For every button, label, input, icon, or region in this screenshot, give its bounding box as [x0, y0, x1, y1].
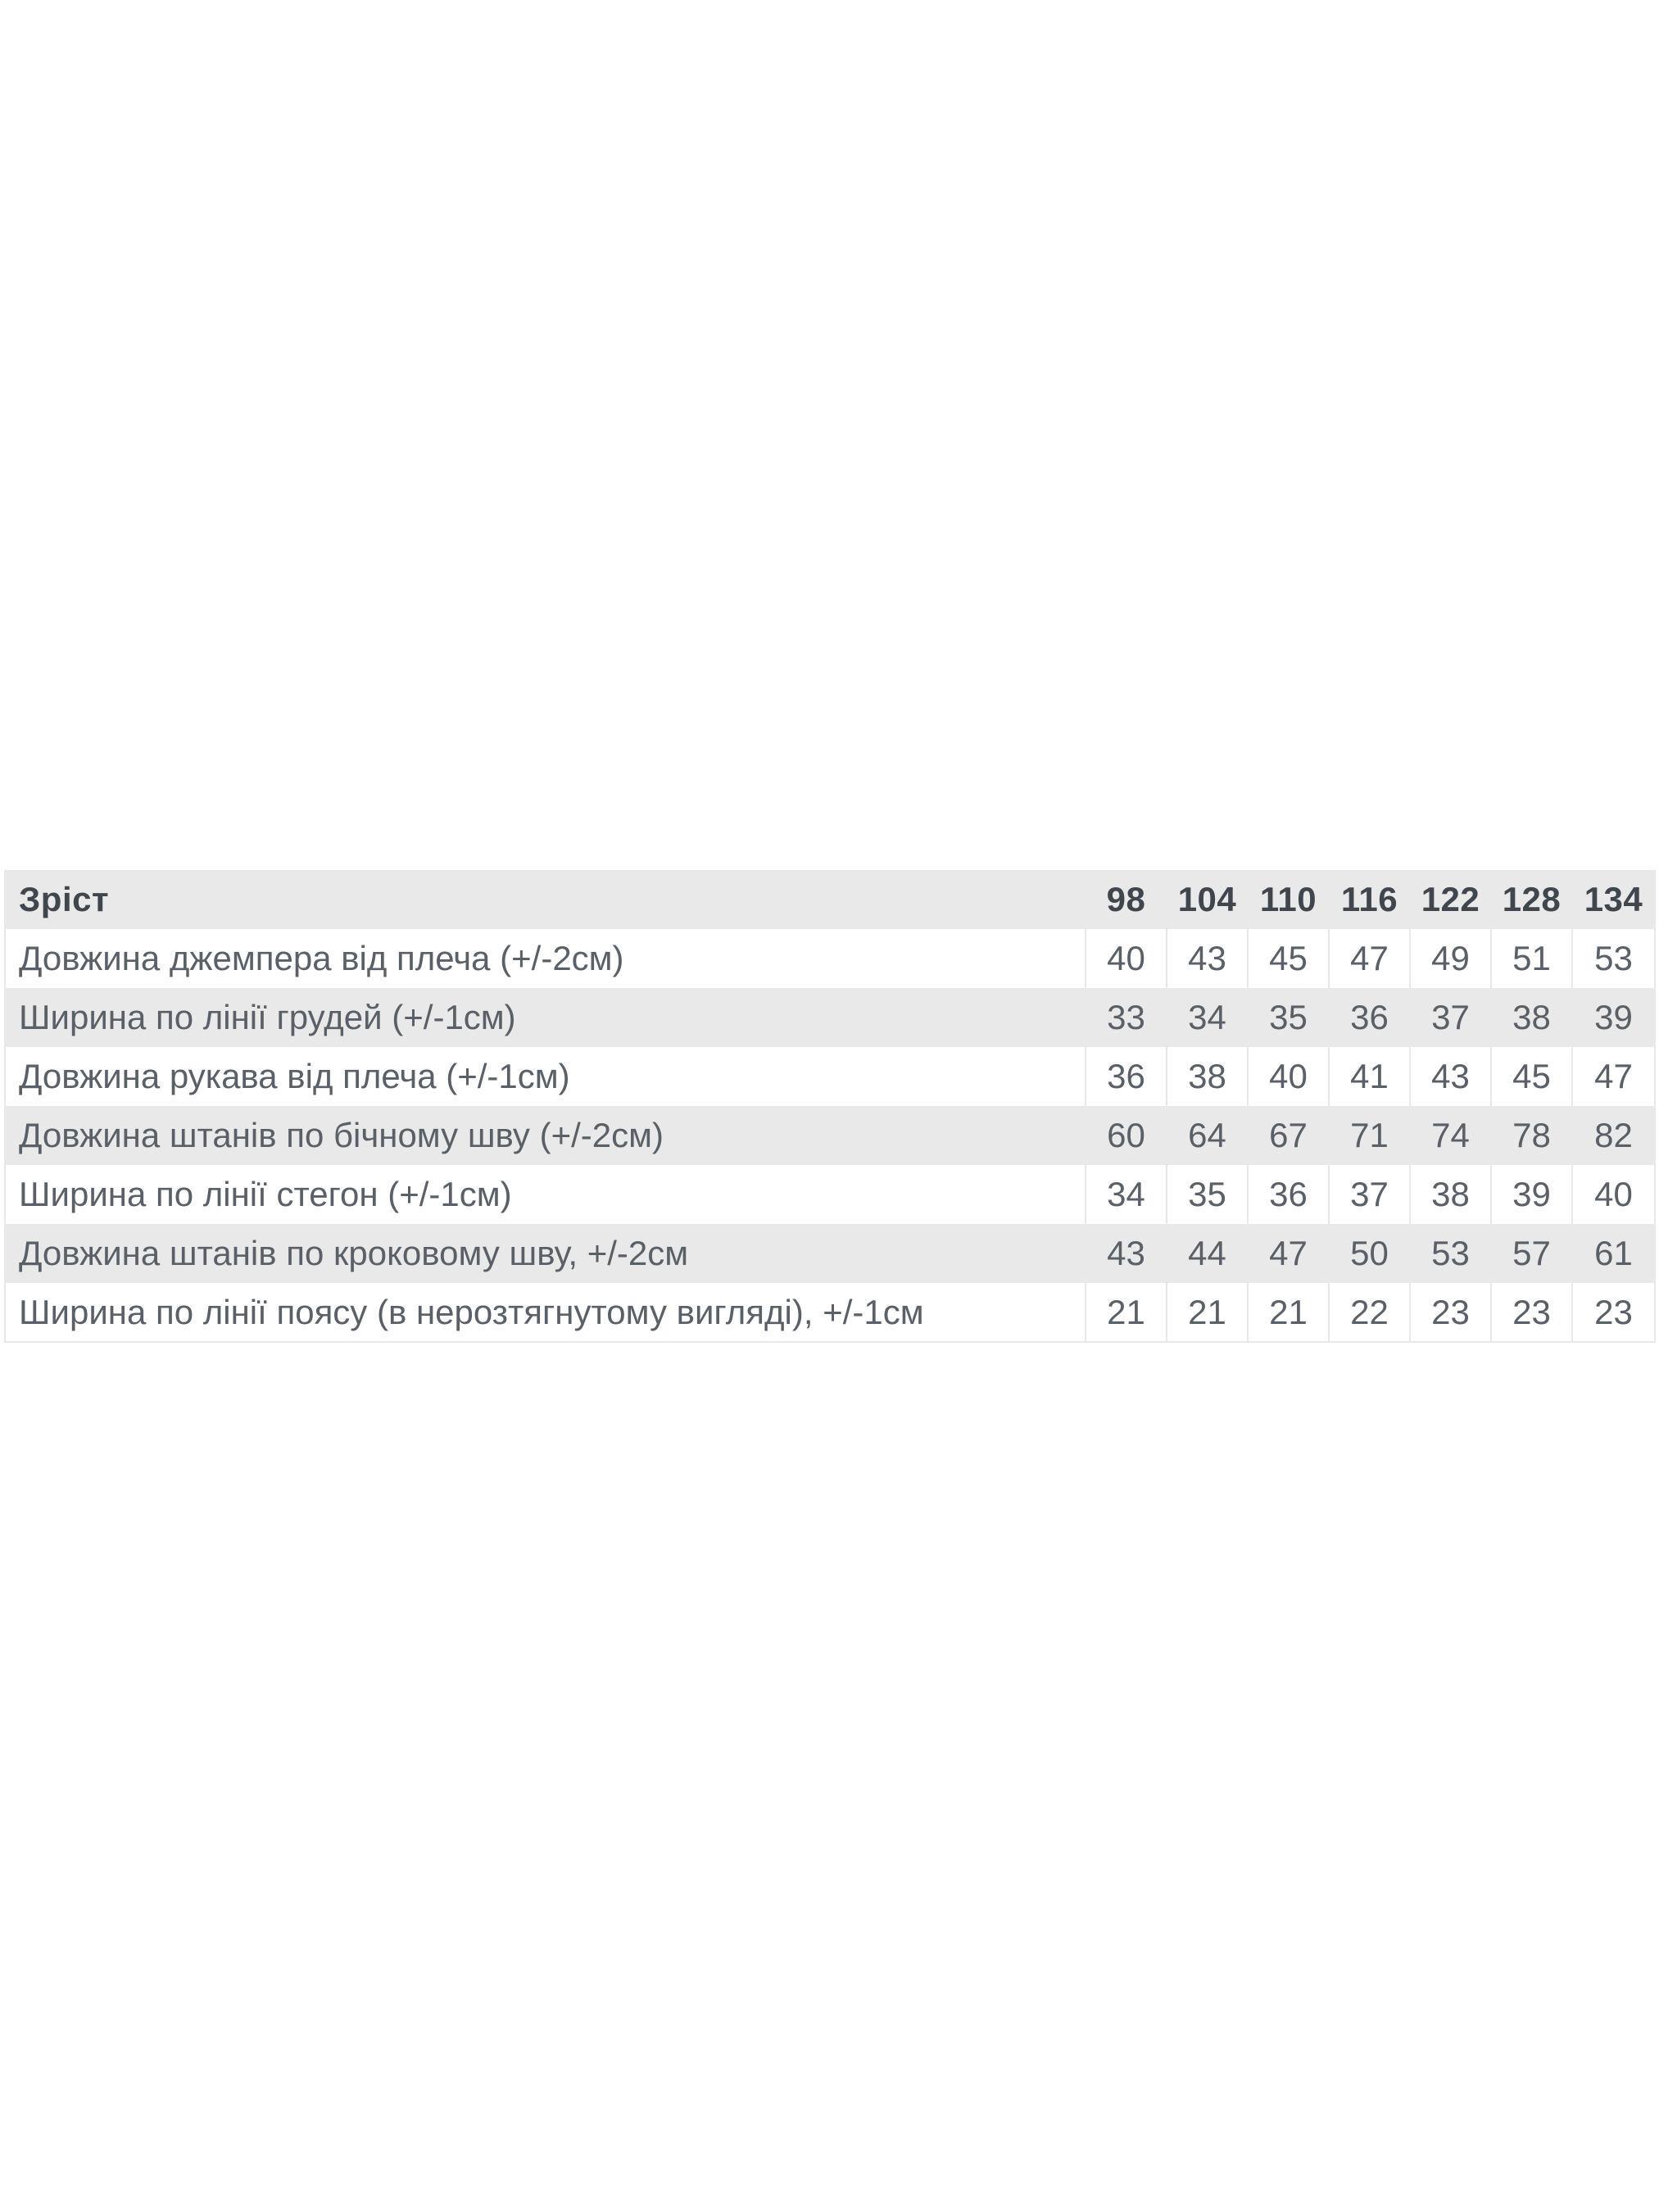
size-value: 40 — [1086, 929, 1167, 988]
measurement-label: Довжина рукава від плеча (+/-1см) — [5, 1047, 1086, 1106]
size-value: 21 — [1086, 1283, 1167, 1342]
table-row — [5, 1047, 1655, 1106]
table-row — [5, 1283, 1655, 1342]
size-chart — [4, 870, 1656, 1343]
measurement-label: Довжина штанів по бічному шву (+/-2см) — [5, 1106, 1086, 1165]
size-value: 47 — [1248, 1224, 1329, 1283]
size-value: 74 — [1410, 1106, 1491, 1165]
size-value: 40 — [1572, 1165, 1655, 1224]
size-value: 44 — [1167, 1224, 1248, 1283]
measurement-label: Ширина по лінії стегон (+/-1см) — [5, 1165, 1086, 1224]
size-value: 21 — [1248, 1283, 1329, 1342]
table-row — [5, 929, 1655, 988]
header-size: 98 — [1086, 870, 1167, 929]
size-value: 41 — [1329, 1047, 1410, 1106]
size-value: 35 — [1167, 1165, 1248, 1224]
size-value: 23 — [1410, 1283, 1491, 1342]
size-value: 34 — [1167, 988, 1248, 1047]
size-value: 53 — [1572, 929, 1655, 988]
table-row — [5, 1165, 1655, 1224]
header-row — [5, 870, 1655, 929]
size-value: 36 — [1086, 1047, 1167, 1106]
size-value: 36 — [1248, 1165, 1329, 1224]
size-value: 61 — [1572, 1224, 1655, 1283]
measurement-label: Довжина штанів по кроковому шву, +/-2см — [5, 1224, 1086, 1283]
size-value: 64 — [1167, 1106, 1248, 1165]
size-value: 39 — [1572, 988, 1655, 1047]
measurement-label: Довжина джемпера від плеча (+/-2см) — [5, 929, 1086, 988]
size-value: 37 — [1329, 1165, 1410, 1224]
size-value: 38 — [1410, 1165, 1491, 1224]
size-value: 57 — [1491, 1224, 1572, 1283]
size-chart-body — [5, 929, 1655, 1342]
size-value: 47 — [1572, 1047, 1655, 1106]
size-value: 23 — [1491, 1283, 1572, 1342]
size-value: 35 — [1248, 988, 1329, 1047]
measurement-label: Ширина по лінії грудей (+/-1см) — [5, 988, 1086, 1047]
size-value: 67 — [1248, 1106, 1329, 1165]
size-chart-header — [5, 870, 1655, 929]
table-row — [5, 1224, 1655, 1283]
size-value: 51 — [1491, 929, 1572, 988]
size-value: 43 — [1086, 1224, 1167, 1283]
size-value: 38 — [1167, 1047, 1248, 1106]
header-label-height: Зріст — [5, 870, 1086, 929]
size-value: 47 — [1329, 929, 1410, 988]
size-value: 34 — [1086, 1165, 1167, 1224]
header-size: 128 — [1491, 870, 1572, 929]
header-size: 104 — [1167, 870, 1248, 929]
size-value: 23 — [1572, 1283, 1655, 1342]
table-row — [5, 1106, 1655, 1165]
header-size: 116 — [1329, 870, 1410, 929]
size-value: 39 — [1491, 1165, 1572, 1224]
size-value: 45 — [1248, 929, 1329, 988]
size-value: 71 — [1329, 1106, 1410, 1165]
header-size: 122 — [1410, 870, 1491, 929]
size-value: 37 — [1410, 988, 1491, 1047]
size-value: 40 — [1248, 1047, 1329, 1106]
size-value: 45 — [1491, 1047, 1572, 1106]
size-value: 60 — [1086, 1106, 1167, 1165]
size-value: 36 — [1329, 988, 1410, 1047]
size-value: 53 — [1410, 1224, 1491, 1283]
measurement-label: Ширина по лінії поясу (в нерозтягнутому вигляді), +/-1см — [5, 1283, 1086, 1342]
size-value: 21 — [1167, 1283, 1248, 1342]
header-size: 110 — [1248, 870, 1329, 929]
size-value: 49 — [1410, 929, 1491, 988]
size-value: 38 — [1491, 988, 1572, 1047]
size-value: 33 — [1086, 988, 1167, 1047]
size-value: 78 — [1491, 1106, 1572, 1165]
size-value: 43 — [1410, 1047, 1491, 1106]
table-row — [5, 988, 1655, 1047]
size-value: 50 — [1329, 1224, 1410, 1283]
size-value: 22 — [1329, 1283, 1410, 1342]
size-value: 43 — [1167, 929, 1248, 988]
header-size: 134 — [1572, 870, 1655, 929]
size-value: 82 — [1572, 1106, 1655, 1165]
size-chart-table — [4, 870, 1656, 1343]
